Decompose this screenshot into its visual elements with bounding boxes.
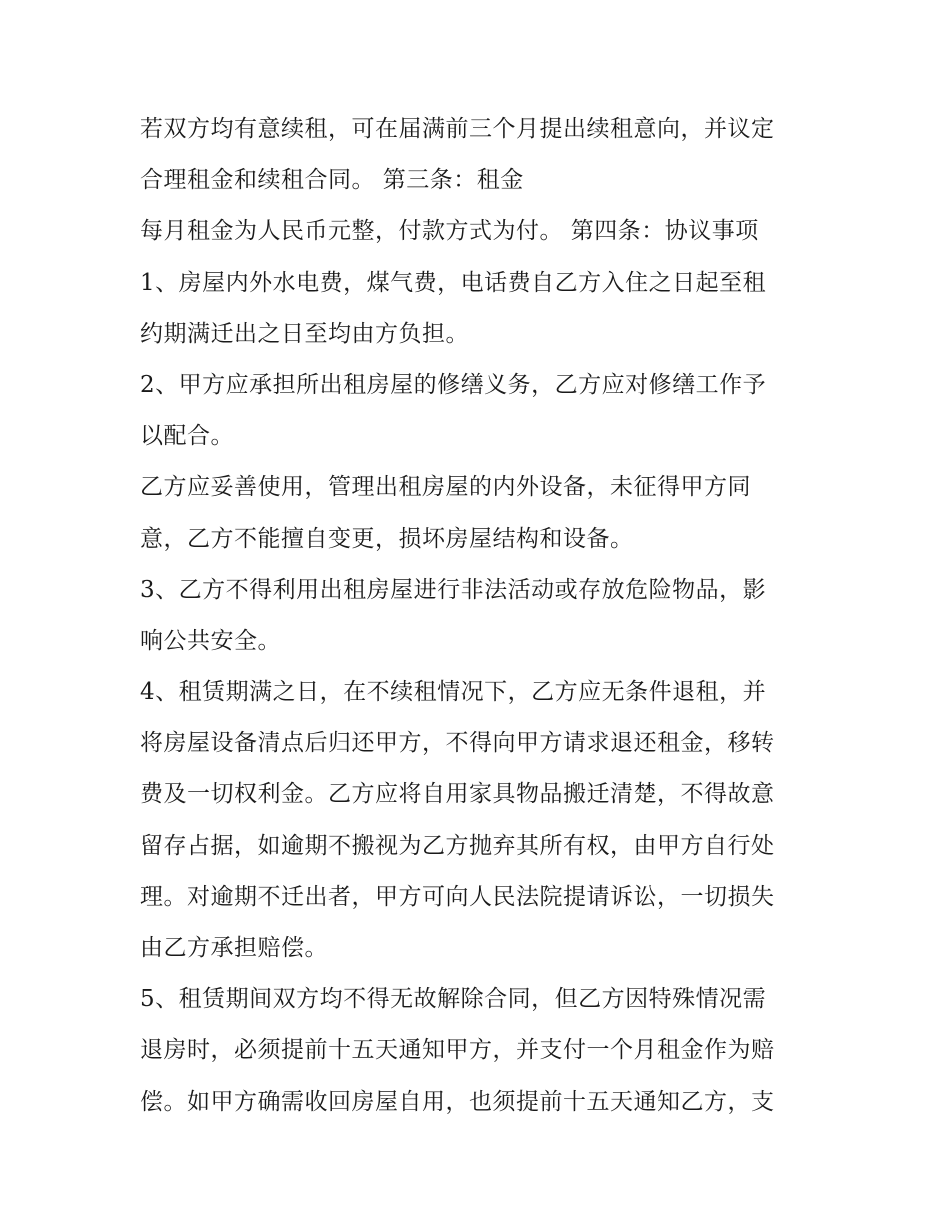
text-line: 1、房屋内外水电费，煤气费，电话费自乙方入住之日起至租 <box>140 269 767 296</box>
text-line: 理。对逾期不迁出者，甲方可向人民法院提请诉讼，一切损失 <box>140 883 775 910</box>
text-line: 偿。如甲方确需收回房屋自用，也须提前十五天通知乙方，支 <box>140 1088 775 1115</box>
text-line: 每月租金为人民币元整，付款方式为付。 第四条：协议事项 <box>140 218 759 245</box>
text-line: 若双方均有意续租，可在届满前三个月提出续租意向，并议定 <box>140 116 775 142</box>
text-line: 2、甲方应承担所出租房屋的修缮义务，乙方应对修缮工作予 <box>140 371 767 398</box>
text-line: 留存占据，如逾期不搬视为乙方抛弃其所有权，由甲方自行处 <box>140 832 775 859</box>
text-line: 5、租赁期间双方均不得无故解除合同，但乙方因特殊情况需 <box>140 986 767 1013</box>
text-line: 乙方应妥善使用，管理出租房屋的内外设备，未征得甲方同 <box>140 474 751 501</box>
document-body <box>140 104 820 1128</box>
text-line: 3、乙方不得利用出租房屋进行非法活动或存放危险物品，影 <box>140 576 767 603</box>
text-line: 意，乙方不能擅自变更，损坏房屋结构和设备。 <box>140 525 634 552</box>
text-line: 将房屋设备清点后归还甲方，不得向甲方请求退还租金，移转 <box>140 730 775 757</box>
text-line: 约期满迁出之日至均由方负担。 <box>140 320 469 347</box>
text-line: 响公共安全。 <box>140 627 281 654</box>
text-line: 费及一切权利金。乙方应将自用家具物品搬迁清楚，不得故意 <box>140 781 775 808</box>
text-line: 4、租赁期满之日，在不续租情况下，乙方应无条件退租，并 <box>140 679 767 706</box>
text-line: 合理租金和续租合同。 第三条：租金 <box>140 167 524 194</box>
text-line: 以配合。 <box>140 423 234 450</box>
text-line: 由乙方承担赔偿。 <box>140 935 328 961</box>
text-line: 退房时，必须提前十五天通知甲方，并支付一个月租金作为赔 <box>140 1037 775 1064</box>
